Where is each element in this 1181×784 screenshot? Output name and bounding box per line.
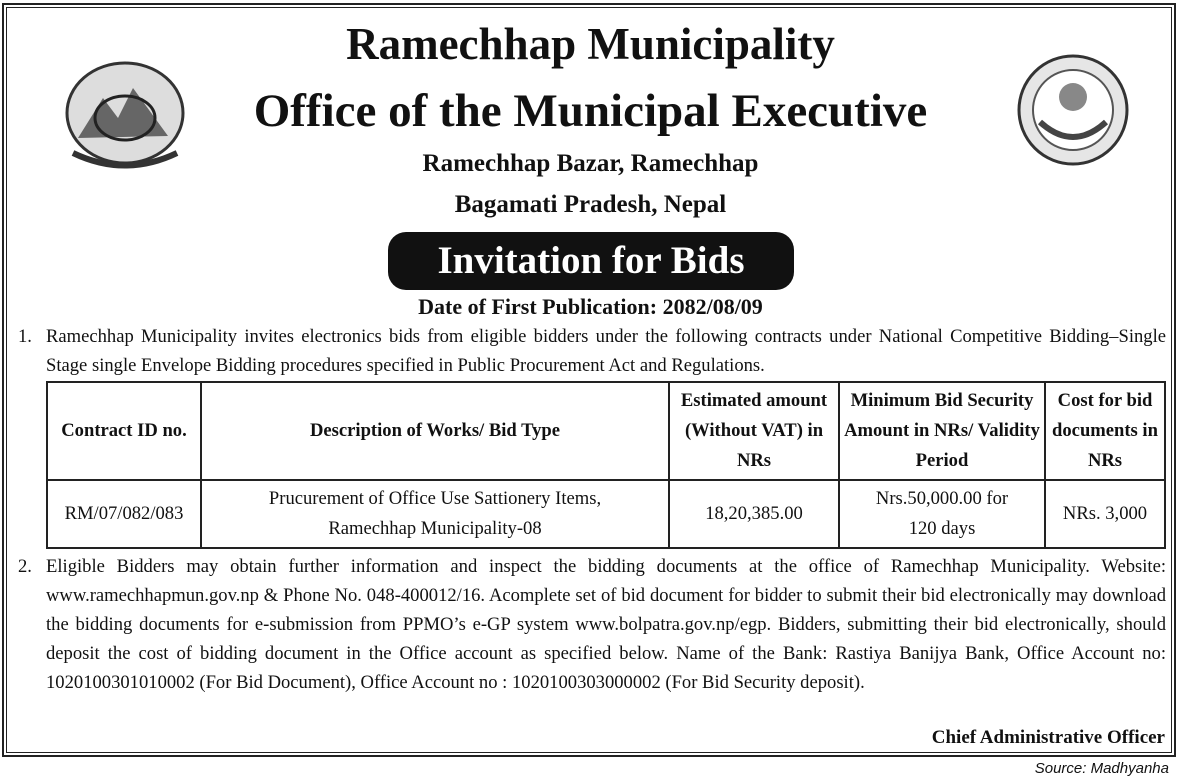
notice-type-banner: Invitation for Bids <box>388 232 794 290</box>
signatory: Chief Administrative Officer <box>931 727 1165 748</box>
header-estimated-amount: Estimated amount (Without VAT) in NRs <box>669 382 839 480</box>
header-description: Description of Works/ Bid Type <box>201 382 669 480</box>
address-line-1: Ramechhap Bazar, Ramechhap <box>422 150 759 177</box>
paragraph-number: 1. <box>18 326 32 347</box>
paragraph-number: 2. <box>18 556 32 577</box>
header-contract-id: Contract ID no. <box>47 382 201 480</box>
paragraph-2 <box>18 552 1166 697</box>
table-header-row <box>47 382 1165 480</box>
cell-contract-id: RM/07/082/083 <box>47 480 201 548</box>
publication-date: Date of First Publication: 2082/08/09 <box>418 294 763 319</box>
paragraph-1 <box>18 322 1166 380</box>
cell-description: Prucurement of Office Use Sattionery Items, Ramechhap Municipality-08 <box>201 480 669 548</box>
address-line-2: Bagamati Pradesh, Nepal <box>454 191 727 218</box>
office-title: Office of the Municipal Executive <box>253 85 928 137</box>
cell-document-cost: NRs. 3,000 <box>1045 480 1165 548</box>
paragraph-text: Eligible Bidders may obtain further information and inspect the bidding documents at the office of Ramechhap Municipality. Website: www.ramechhapmun.gov.np & Phone No. 048-400012/16. Acomplete set of bid document for bidder to submit their bid electronically may download the bidding documents for e-submission from PPMO’s e-GP system www.bolpatra.gov.np/egp. Bidders, submitting their bid electronically, should deposit the cost of bidding document in the Office account as specified below. Name of the Bank: Rastiya Banijya Bank, Office Account no: 1020100301010002 (For Bid Document), Office Account no : 1020100303000002 (For Bid Security deposit). <box>46 556 1166 693</box>
page-title: Ramechhap Municipality <box>346 19 835 69</box>
header-bid-security: Minimum Bid Security Amount in NRs/ Validity Period <box>839 382 1045 480</box>
header-document-cost: Cost for bid documents in NRs <box>1045 382 1165 480</box>
cell-estimated-amount: 18,20,385.00 <box>669 480 839 548</box>
source-credit: Source: Madhyanha <box>1034 760 1169 777</box>
table-row <box>47 480 1165 548</box>
paragraph-text: Ramechhap Municipality invites electronics bids from eligible bidders under the following contracts under National Competitive Bidding–Single Stage single Envelope Bidding procedures specified in Public Procurement Act and Regulations. <box>46 326 1166 376</box>
contracts-table <box>46 381 1166 549</box>
cell-bid-security: Nrs.50,000.00 for 120 days <box>839 480 1045 548</box>
